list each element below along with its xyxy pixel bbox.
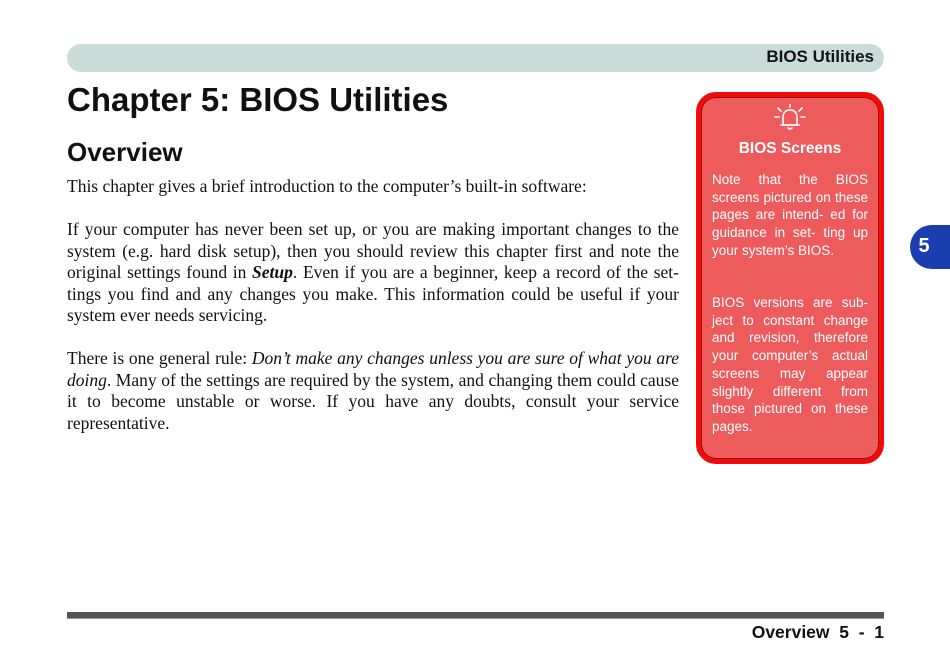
chapter-title: Chapter 5: BIOS Utilities (67, 81, 449, 118)
setup-term: Setup (252, 262, 293, 282)
setup-paragraph (67, 219, 679, 327)
alarm-bell-icon (701, 103, 879, 133)
general-rule-text-b: . Many of the settings are required by the system, and changing them could cause it to become unstable or worse. If you have any doubts, consult your service representative. (67, 369, 679, 433)
footer-rule (67, 612, 884, 619)
chapter-tab-number: 5 (918, 235, 930, 257)
setup-paragraph-text-b: . Even if you are a beginner, keep a record of the set- tings you find and any changes you make. This information could be useful if your system ever needs servicing. (67, 262, 679, 325)
sidebar-heading: BIOS Screens (738, 140, 842, 157)
header-title: BIOS Utilities (766, 47, 874, 66)
sidebar-note-box (696, 92, 884, 464)
sidebar-versions-text: BIOS versions are sub- ject to constant change and revision, therefore your computer’s actual screens may appear slightly different from those pictured on these pages. (712, 295, 868, 434)
chapter-tab (910, 225, 950, 269)
general-rule-emphasis: Don’t make any changes unless you are sure of what you are doing (67, 348, 680, 390)
general-rule-paragraph (67, 348, 679, 434)
header-bar (67, 44, 884, 72)
general-rule-text-a: There is one general rule: (67, 348, 252, 368)
setup-paragraph-text-a: If your computer has never been set up, or you are making important changes to the system (e.g. hard disk setup), then you should review this chapter first and note the original settings found in (67, 219, 679, 282)
page-footer: Overview 5 - 1 (751, 622, 884, 642)
sidebar-note-text: Note that the BIOS screens pictured on these pages are intend- ed for guidance in set- ting up your system’s BIOS. (712, 172, 868, 258)
section-title: Overview (67, 137, 183, 167)
intro-paragraph: This chapter gives a brief introduction to the computer’s built-in software: (67, 176, 587, 196)
